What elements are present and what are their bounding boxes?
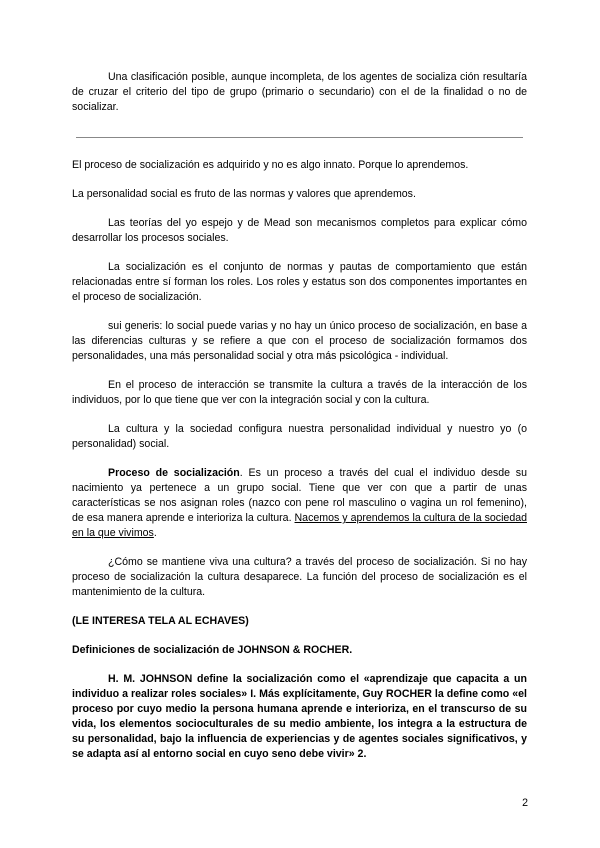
term-socialization-process: Proceso de socialización — [108, 467, 240, 479]
sentence-period: . — [153, 527, 157, 539]
horizontal-divider — [76, 137, 523, 138]
paragraph-culture-alive: ¿Cómo se mantiene viva una cultura? a través del proceso de socialización. Si no hay proceso de socialización la cultura desaparece. La función del proceso de socialización es el mantenimiento de la cultura. — [72, 556, 527, 598]
paragraph-sui-generis: sui generis: lo social puede varias y no hay un único proceso de socialización, en base a las diferencias culturas y se refiere a que con el proceso de socialización formamos dos personalidades, una más personalidad social y otra más psicológica - individual. — [72, 320, 527, 362]
note-echaves: (LE INTERESA TELA AL ECHAVES) — [72, 615, 249, 627]
paragraph-social-personality: La personalidad social es fruto de las normas y valores que aprendemos. — [72, 188, 416, 200]
socialization-process-text: . Es un proceso a través del cual el individuo desde su nacimiento ya pertenece a un grupo social. Tiene que ver con que a partir de unas características se nos asignan roles (nazco con pene rol masculino o vagina un rol femenino), de esa manera aprende e interioriza la cultura. — [72, 467, 527, 524]
paragraph-johnson-rocher: H. M. JOHNSON define la socialización como el «aprendizaje que capacita a un individuo a realizar roles sociales» I. Más explícitamente, Guy ROCHER la define como «el proceso por cuyo medio la persona humana aprende e interioriza, en el transcurso de su vida, los elementos socioculturales de su medio ambiente, los integra a la estructura de su personalidad, bajo la influencia de experiencias y de agentes sociales significativos, y se adapta así al entorno social en cuyo seno debe vivir» 2. — [72, 673, 527, 760]
paragraph-interaction-process: En el proceso de interacción se transmite la cultura a través de la interacción de los individuos, por lo que tiene que ver con la integración social y con la cultura. — [72, 379, 527, 406]
underlined-key-sentence: Nacemos y aprendemos la cultura de la sociedad en la que vivimos — [72, 512, 527, 539]
document-body — [72, 70, 527, 762]
paragraph-roles-status: La socialización es el conjunto de normas y pautas de comportamiento que están relacionadas entre sí forman los roles. Los roles y estatus son dos componentes importantes en el proceso de socialización. — [72, 261, 527, 303]
page-number: 2 — [522, 797, 528, 809]
paragraph-socialization-acquired: El proceso de socialización es adquirido y no es algo innato. Porque lo aprendemos. — [72, 159, 469, 171]
paragraph-agents-classification: Una clasificación posible, aunque incompleta, de los agentes de socializa ción resultaría de cruzar el criterio del tipo de grupo (primario o secundario) con el de la finalidad o no de socializar. — [72, 71, 527, 113]
paragraph-socialization-process — [72, 466, 527, 541]
paragraph-mead-theories: Las teorías del yo espejo y de Mead son mecanismos completos para explicar cómo desarrollar los procesos sociales. — [72, 217, 527, 244]
paragraph-culture-society: La cultura y la sociedad configura nuestra personalidad individual y nuestro yo (o personalidad) social. — [72, 423, 527, 450]
heading-definitions: Definiciones de socialización de JOHNSON & ROCHER. — [72, 644, 353, 656]
